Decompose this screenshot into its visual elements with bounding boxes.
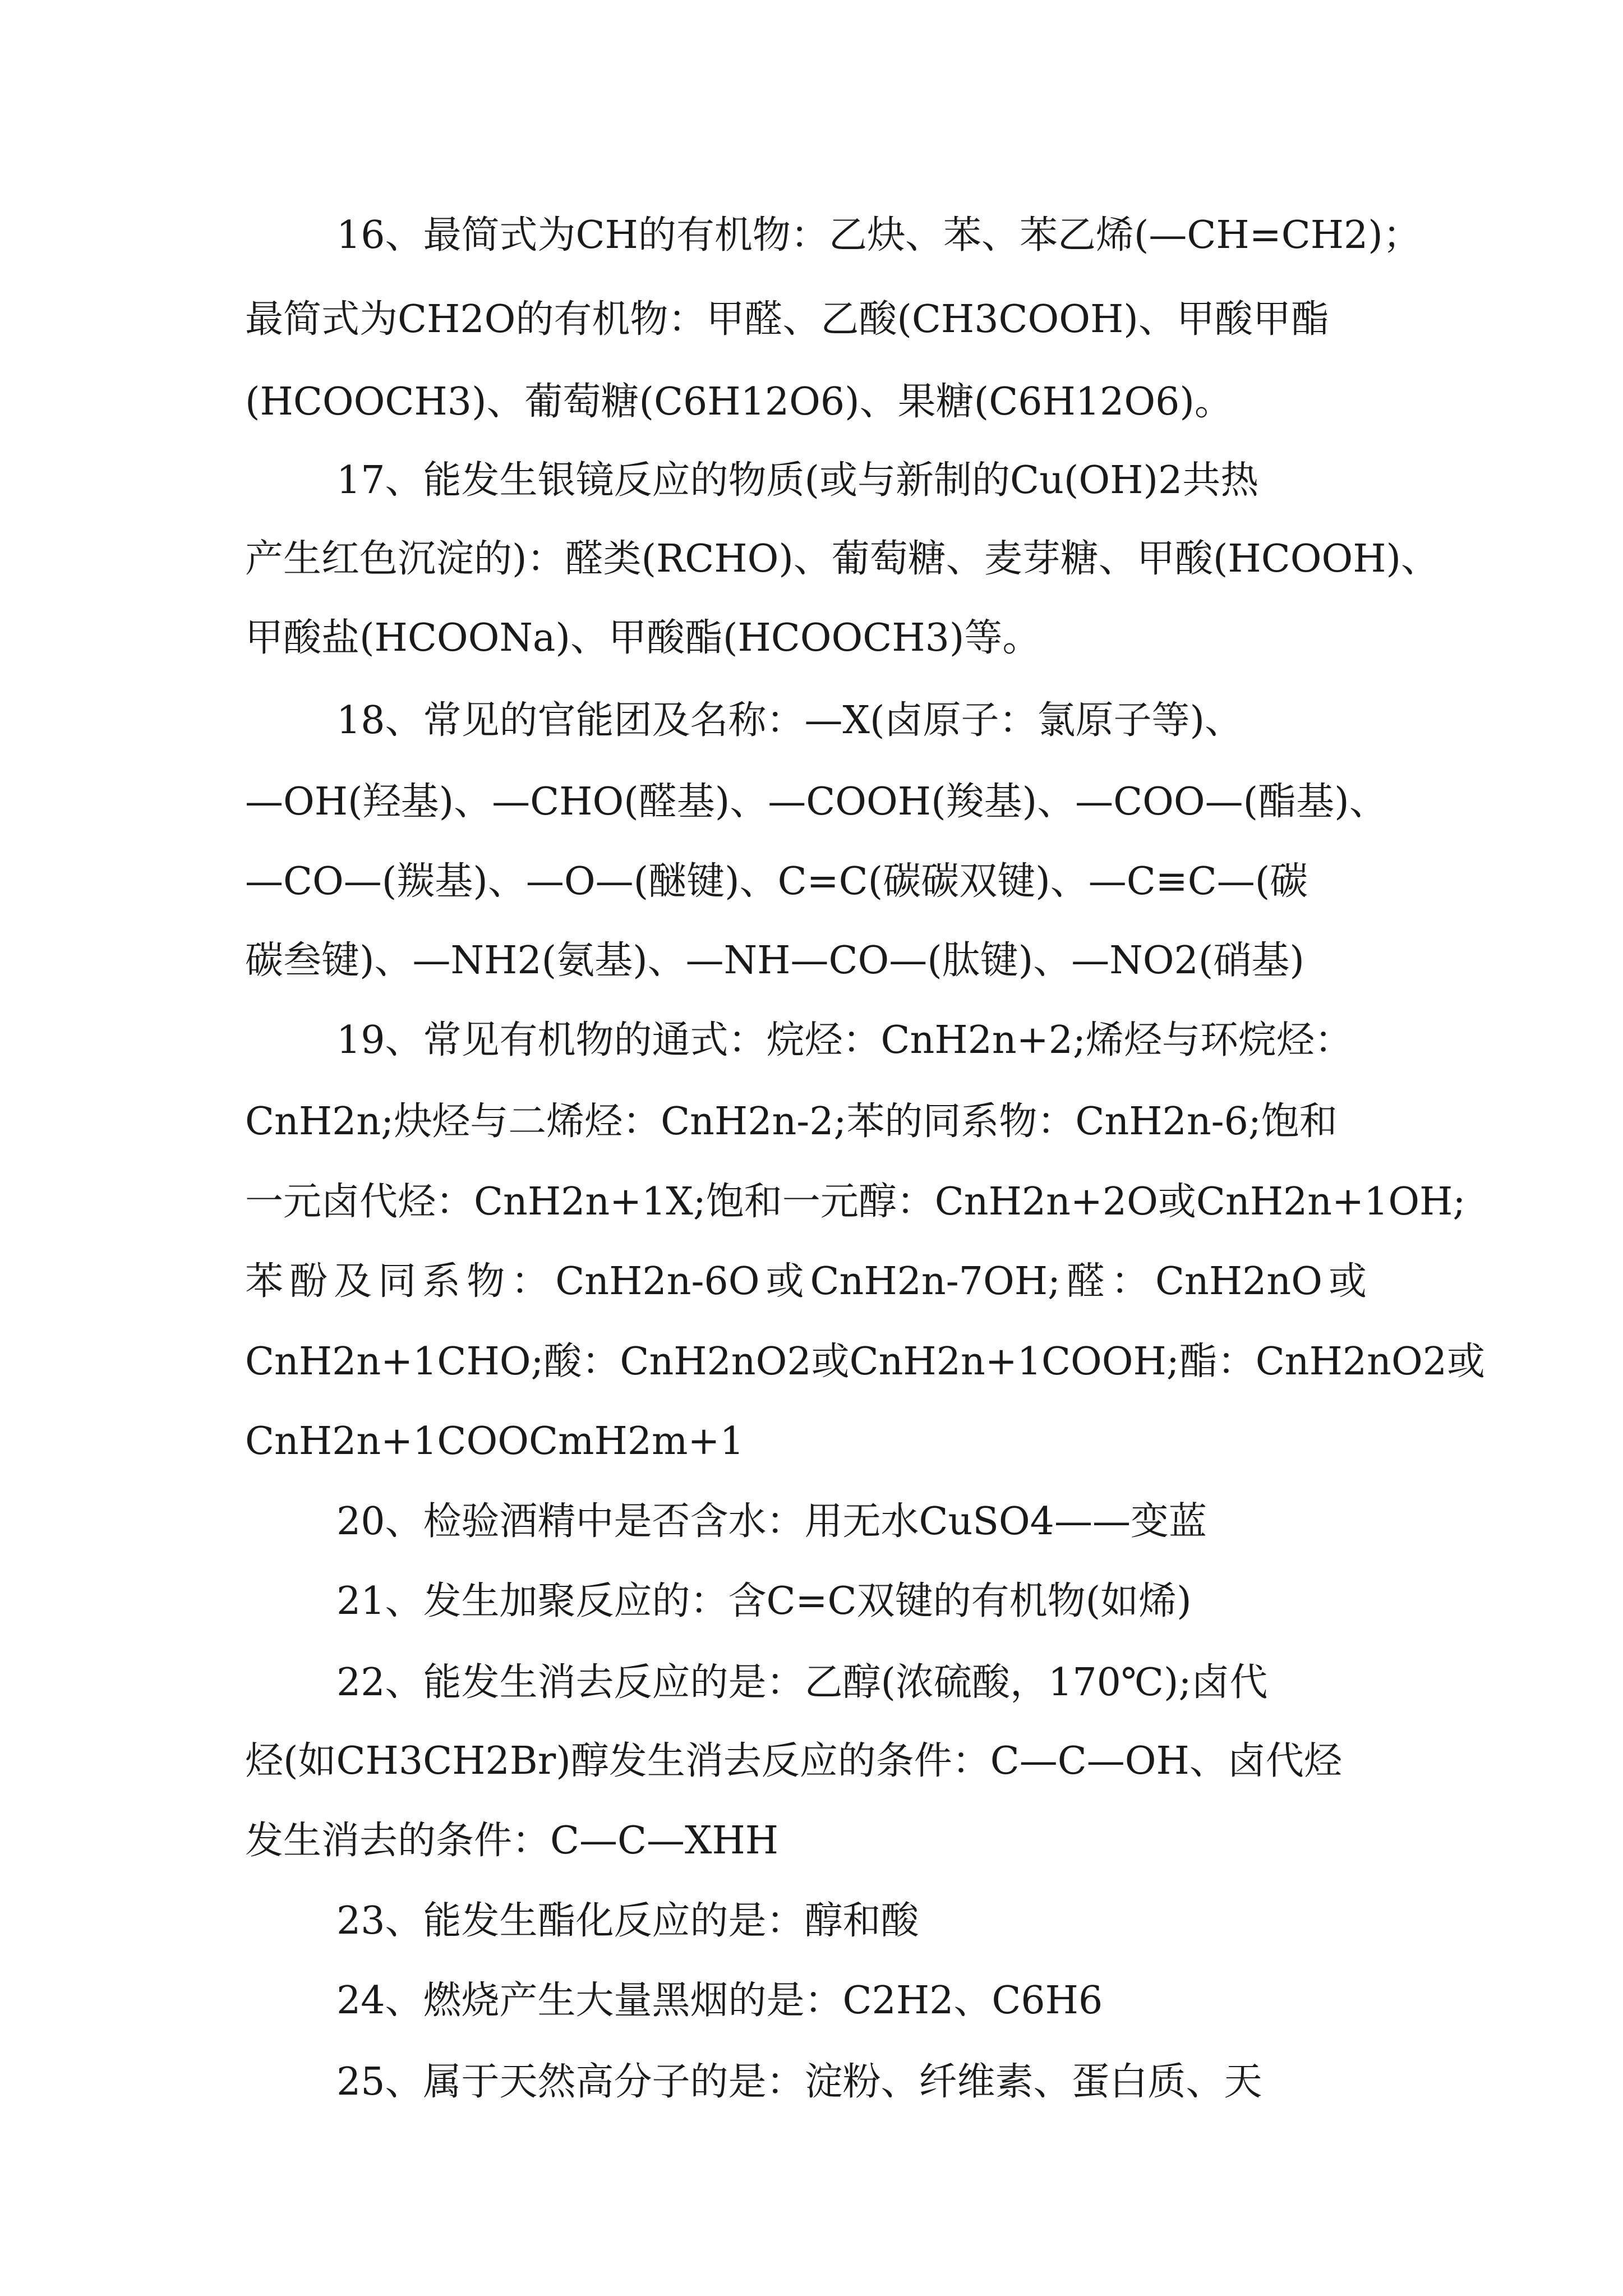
text-line-item-18-line-1: 18、常见的官能团及名称：—X(卤原子：氯原子等)、 xyxy=(336,698,1243,743)
text-line-item-17-line-3: 甲酸盐(HCOONa)、甲酸酯(HCOOCH3)等。 xyxy=(245,616,1041,660)
text-line-item-19-line-1: 19、常见有机物的通式：烷烃：CnH2n+2;烯烃与环烷烃： xyxy=(336,1018,1353,1062)
text-line-item-24: 24、燃烧产生大量黑烟的是：C2H2、C6H6 xyxy=(336,1978,1103,2023)
text-line-item-20: 20、检验酒精中是否含水：用无水CuSO4——变蓝 xyxy=(336,1499,1207,1544)
text-line-item-23: 23、能发生酯化反应的是：醇和酸 xyxy=(336,1899,919,1943)
text-line-item-19-line-4: 苯酚及同系物：CnH2n-6O或CnH2n-7OH;醛：CnH2nO或 xyxy=(245,1259,1367,1304)
text-line-item-22-line-3: 发生消去的条件：C—C—XHH xyxy=(245,1819,779,1863)
text-line-item-18-line-4: 碳叁键)、—NH2(氨基)、—NH—CO—(肽键)、—NO2(硝基) xyxy=(245,938,1304,983)
text-line-item-25: 25、属于天然高分子的是：淀粉、纤维素、蛋白质、天 xyxy=(336,2060,1262,2104)
text-line-item-19-line-5: CnH2n+1CHO;酸：CnH2nO2或CnH2n+1COOH;酯：CnH2nO2或 xyxy=(245,1340,1485,1384)
text-line-item-17-line-1: 17、能发生银镜反应的物质(或与新制的Cu(OH)2共热 xyxy=(336,458,1259,503)
text-line-item-16-line-3: (HCOOCH3)、葡萄糖(C6H12O6)、果糖(C6H12O6)。 xyxy=(245,380,1233,424)
text-line-item-19-line-6: CnH2n+1COOCmH2m+1 xyxy=(245,1419,744,1464)
text-line-item-19-line-2: CnH2n;炔烃与二烯烃：CnH2n-2;苯的同系物：CnH2n-6;饱和 xyxy=(245,1099,1338,1144)
text-line-item-16-line-1: 16、最简式为CH的有机物：乙炔、苯、苯乙烯(—CH=CH2)； xyxy=(336,213,1421,257)
text-line-item-22-line-2: 烃(如CH3CH2Br)醇发生消去反应的条件：C—C—OH、卤代烃 xyxy=(245,1739,1342,1783)
text-line-item-18-line-2: —OH(羟基)、—CHO(醛基)、—COOH(羧基)、—COO—(酯基)、 xyxy=(245,780,1387,824)
text-line-item-18-line-3: —CO—(羰基)、—O—(醚键)、C=C(碳碳双键)、—C≡C—(碳 xyxy=(245,859,1308,904)
text-line-item-17-line-2: 产生红色沉淀的)：醛类(RCHO)、葡萄糖、麦芽糖、甲酸(HCOOH)、 xyxy=(245,537,1440,581)
text-line-item-16-line-2: 最简式为CH2O的有机物：甲醛、乙酸(CH3COOH)、甲酸甲酯 xyxy=(245,297,1329,342)
text-line-item-22-line-1: 22、能发生消去反应的是：乙醇(浓硫酸，170℃);卤代 xyxy=(336,1660,1268,1705)
text-line-item-19-line-3: 一元卤代烃：CnH2n+1X;饱和一元醇：CnH2n+2O或CnH2n+1OH; xyxy=(245,1180,1466,1224)
text-line-item-21: 21、发生加聚反应的：含C=C双键的有机物(如烯) xyxy=(336,1579,1192,1623)
